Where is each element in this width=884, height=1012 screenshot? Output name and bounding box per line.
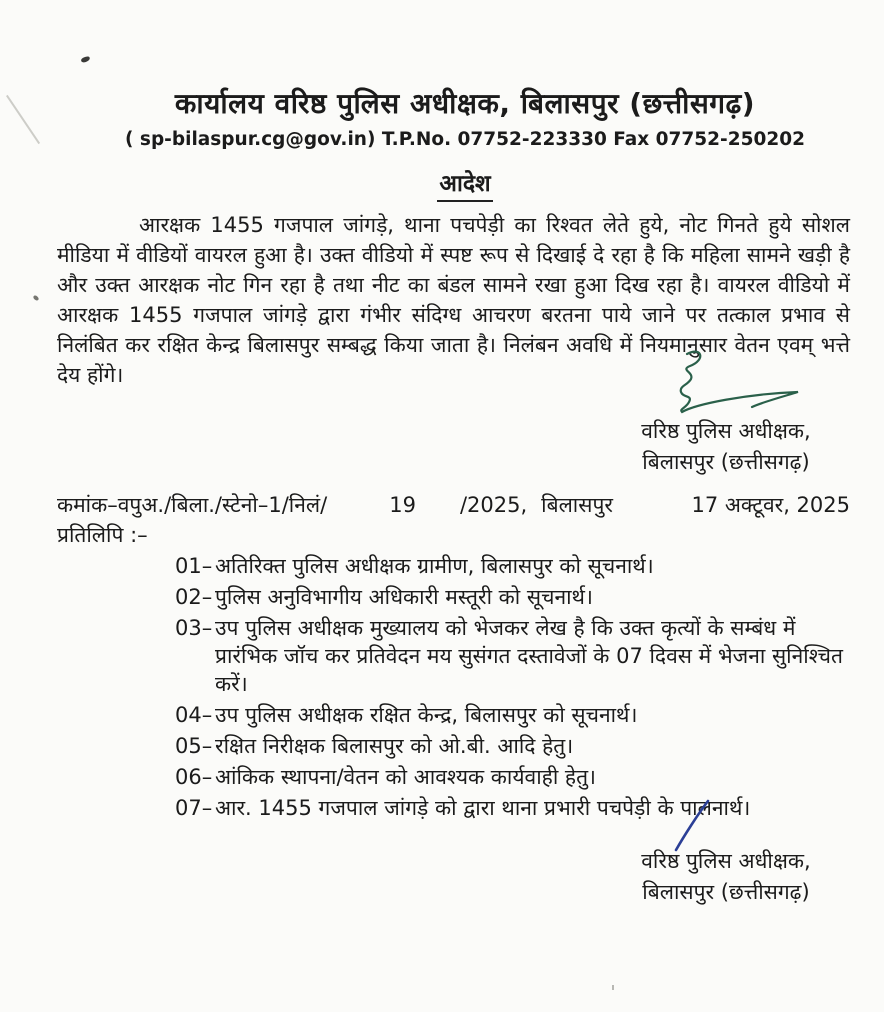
office-title: कार्यालय वरिष्ठ पुलिस अधीक्षक, बिलासपुर (छत्तीसगढ़) xyxy=(174,87,756,120)
reference-place: बिलासपुर xyxy=(541,493,613,517)
list-item-text: उप पुलिस अधीक्षक रक्षित केन्द्र, बिलासपुर को सूचनार्थ। xyxy=(215,703,638,727)
signatory-designation: वरिष्ठ पुलिस अधीक्षक, xyxy=(641,419,811,443)
scan-smudge xyxy=(32,295,39,302)
document-header xyxy=(70,84,860,202)
copy-list-item xyxy=(175,732,850,760)
scan-smudge xyxy=(80,56,90,64)
dispatch-number: 19 xyxy=(389,493,416,517)
signatory-designation: वरिष्ठ पुलिस अधीक्षक, xyxy=(641,849,811,873)
list-item-number: 01– xyxy=(175,554,213,578)
copy-list-item xyxy=(175,614,850,698)
signatory-location: बिलासपुर (छत्तीसगढ़) xyxy=(642,880,810,904)
list-item-text: रक्षित निरीक्षक बिलासपुर को ओ.बी. आदि हेतु। xyxy=(215,734,574,758)
reference-prefix: कमांक–वपुअ./बिला./स्टेनो–1/निलं/ xyxy=(57,493,328,517)
signature-ink-icon xyxy=(650,348,815,416)
reference-date: 17 अक्टूवर, 2025 xyxy=(691,493,850,517)
list-item-number: 03– xyxy=(175,616,213,640)
reference-year: /2025, xyxy=(459,493,528,517)
list-item-number: 04– xyxy=(175,703,213,727)
signatory-block-bottom xyxy=(624,798,828,908)
list-item-text: आंकिक स्थापना/वेतन को आवश्यक कार्यवाही हेतु। xyxy=(215,765,597,789)
list-item-number: 07– xyxy=(175,796,213,820)
copy-list-item xyxy=(175,701,850,729)
list-item-text: आर. 1455 गजपाल जांगड़े को द्वारा थाना प्रभारी पचपेड़ी के पालनार्थ। xyxy=(215,796,751,820)
office-contact-line: ( sp-bilaspur.cg@gov.in) T.P.No. 07752-223330 Fax 07752-250202 xyxy=(125,129,805,150)
copy-list-item xyxy=(175,552,850,580)
scan-streak xyxy=(6,95,40,144)
signature-blue-stroke xyxy=(676,801,708,850)
copy-list-item xyxy=(175,763,850,791)
copy-distribution-list xyxy=(175,552,850,825)
signatory-location: बिलासपुर (छत्तीसगढ़) xyxy=(642,450,810,474)
list-item-number: 05– xyxy=(175,734,213,758)
order-title-wrap xyxy=(70,166,860,202)
reference-number-line xyxy=(57,491,850,519)
signature-green-stroke xyxy=(681,352,798,412)
order-body-paragraph: आरक्षक 1455 गजपाल जांगड़े, थाना पचपेड़ी का रिश्वत लेते हुये, नोट गिनते हुये सोशल मीडिया में वीडियों वायरल हुआ है। उक्त वीडियो में स्पष्ट रूप से दिखाई दे रहा है कि महिला सामने खड़ी है और उक्त आरक्षक नोट गिन रहा है तथा नीट का बंडल सामने रखा हुआ दिख रहा है। वायरल वीडियो में आरक्षक 1455 गजपाल जांगड़े द्वारा गंभीर संदिग्ध आचरण बरतना पाये जाने पर तत्काल प्रभाव से निलंबित कर रक्षित केन्द्र बिलासपुर सम्बद्ध किया जाता है। निलंबन अवधि में नियमानुसार वेतन एवम् भत्ते देय होंगे। xyxy=(57,213,850,387)
list-item-text: अतिरिक्त पुलिस अधीक्षक ग्रामीण, बिलासपुर को सूचनार्थ। xyxy=(215,554,654,578)
list-item-text: पुलिस अनुविभागीय अधिकारी मस्तूरी को सूचनार्थ। xyxy=(215,585,593,609)
list-item-number: 02– xyxy=(175,585,213,609)
copy-to-label: प्रतिलिपि :– xyxy=(57,523,148,547)
copy-list-item xyxy=(175,583,850,611)
signature-initial-icon xyxy=(662,798,722,852)
signatory-block-top xyxy=(624,348,828,478)
list-item-number: 06– xyxy=(175,765,213,789)
list-item-text: उप पुलिस अधीक्षक मुख्यालय को भेजकर लेख है कि उक्त कृत्यों के सम्बंध में प्रारंभिक जॉच कर प्रतिवेदन मय सुसंगत दस्तावेजों के 07 दिवस में भेजना सुनिश्चित करें। xyxy=(215,616,843,696)
scan-smudge xyxy=(612,985,614,990)
order-title: आदेश xyxy=(437,166,492,202)
